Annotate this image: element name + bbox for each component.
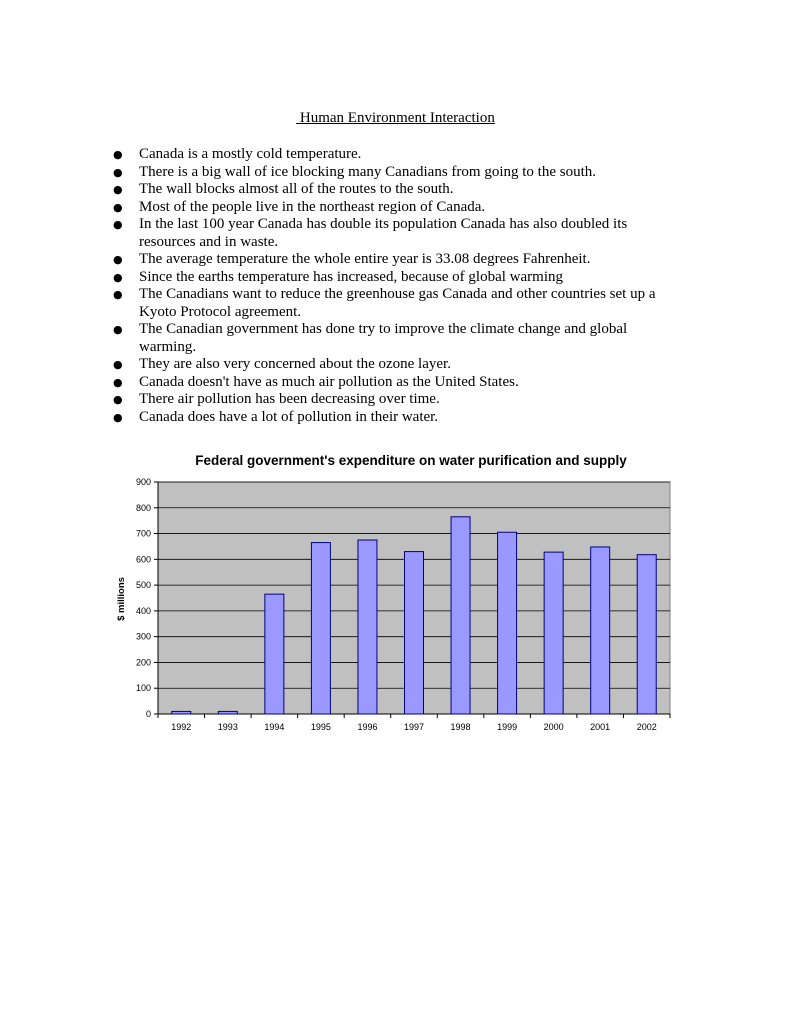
chart-title: Federal government's expenditure on water purification and supply <box>195 453 627 468</box>
y-tick-label: 700 <box>135 528 151 539</box>
bar <box>451 517 470 714</box>
bullet-dot-icon: ● <box>113 200 123 214</box>
x-tick-label: 1995 <box>310 722 331 732</box>
x-tick-label: 1998 <box>450 722 471 732</box>
bullet-text: There air pollution has been decreasing over time. <box>139 391 440 407</box>
y-tick-label: 200 <box>135 657 151 668</box>
bullet-item <box>113 199 683 217</box>
expenditure-chart <box>105 448 685 743</box>
x-tick-label: 1997 <box>403 722 425 732</box>
x-tick-label: 2000 <box>543 722 564 732</box>
bullet-dot-icon: ● <box>113 288 123 301</box>
bar <box>405 552 424 714</box>
bullet-text: Canada is a mostly cold temperature. <box>139 146 362 162</box>
bullet-item <box>113 321 683 356</box>
bullet-text: Canada doesn't have as much air pollution as the United States. <box>139 373 519 390</box>
y-tick-label: 400 <box>135 605 151 616</box>
bullet-item <box>113 146 683 164</box>
bullet-item <box>113 391 683 409</box>
bar <box>544 552 563 714</box>
bullet-list <box>113 146 683 426</box>
bullet-dot-icon: ● <box>113 253 123 266</box>
bullet-text: The Canadians want to reduce the greenhouse gas Canada and other countries set up a Kyoto Protocol agreement. <box>139 286 656 320</box>
bullet-dot-icon: ● <box>113 148 123 161</box>
bar <box>591 547 610 714</box>
bullet-item <box>113 409 683 427</box>
bar <box>358 540 377 714</box>
x-tick-label: 1992 <box>171 722 192 732</box>
bullet-text: In the last 100 year Canada has double its population Canada has also doubled its resources and in waste. <box>139 216 628 250</box>
bullet-text: They are also very concerned about the ozone layer. <box>139 356 451 372</box>
x-tick-label: 2002 <box>636 722 657 732</box>
bullet-dot-icon: ● <box>113 358 123 371</box>
bar <box>172 711 191 714</box>
y-tick-label: 600 <box>135 554 151 565</box>
bullet-dot-icon: ● <box>113 323 123 336</box>
y-axis-label: $ millions <box>116 577 127 621</box>
bar <box>498 532 517 714</box>
x-tick-label: 1999 <box>497 722 518 732</box>
bullet-item <box>113 286 683 321</box>
x-tick-label: 1994 <box>264 722 285 732</box>
bullet-text: The Canadian government has done try to improve the climate change and global warming. <box>139 321 628 355</box>
y-tick-label: 100 <box>135 683 151 694</box>
bullet-item <box>113 216 683 251</box>
bar <box>637 555 656 714</box>
bullet-item <box>113 269 683 287</box>
bullet-dot-icon: ● <box>113 270 123 284</box>
bullet-text: There is a big wall of ice blocking many Canadians from going to the south. <box>139 163 596 180</box>
bullet-text: The wall blocks almost all of the routes to the south. <box>139 181 454 197</box>
bullet-item <box>113 356 683 374</box>
bullet-dot-icon: ● <box>113 375 123 389</box>
page-title: Human Environment Interaction <box>296 110 495 126</box>
y-tick-label: 900 <box>135 477 151 487</box>
bullet-text: Since the earths temperature has increased, because of global warming <box>139 268 563 285</box>
bar <box>265 594 284 714</box>
bullet-dot-icon: ● <box>113 410 123 424</box>
x-tick-label: 1993 <box>217 722 238 732</box>
x-tick-label: 1996 <box>357 722 378 732</box>
bullet-text: Canada does have a lot of pollution in their water. <box>139 408 439 425</box>
x-tick-label: 2001 <box>590 722 611 732</box>
bullet-item <box>113 164 683 182</box>
bullet-dot-icon: ● <box>113 393 123 406</box>
y-tick-label: 300 <box>135 631 151 642</box>
y-tick-label: 0 <box>145 709 151 719</box>
y-tick-label: 500 <box>135 580 151 591</box>
bullet-text: Most of the people live in the northeast region of Canada. <box>139 198 486 215</box>
plot-area <box>136 477 670 732</box>
bullet-item <box>113 374 683 392</box>
bullet-dot-icon: ● <box>113 218 123 231</box>
bullet-item <box>113 181 683 199</box>
bullet-dot-icon: ● <box>113 183 123 196</box>
y-tick-label: 800 <box>135 502 151 513</box>
bullet-dot-icon: ● <box>113 165 123 179</box>
bullet-item <box>113 251 683 269</box>
bar <box>311 543 330 714</box>
chart-svg <box>105 448 685 743</box>
bullet-text: The average temperature the whole entire year is 33.08 degrees Fahrenheit. <box>139 251 591 267</box>
bar <box>218 711 237 714</box>
